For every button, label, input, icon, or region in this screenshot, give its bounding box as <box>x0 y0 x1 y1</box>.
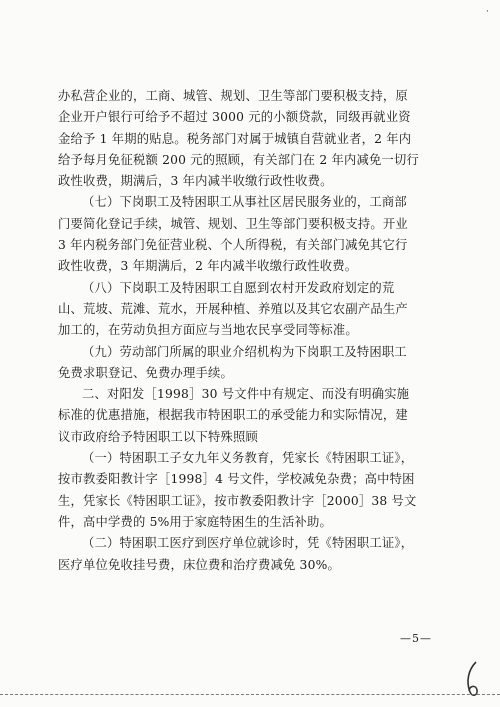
text-line: 政性收费，期满后，3 年内减半收缴行政性收费。 <box>58 174 333 189</box>
text-line: 山、荒坡、荒滩、荒水，开展种植、养殖以及其它农副产品生产 <box>58 301 408 316</box>
text-line: 生，凭家长《特困职工证》，按市教委阳教计字［2000］38 号文 <box>58 493 417 508</box>
text-line: 加工的，在劳动负担方面应与当地农民享受同等标准。 <box>58 323 358 338</box>
text-line: 二、对阳发［1998］30 号文件中有规定、而没有明确实施 <box>82 387 410 402</box>
text-line: 议市政府给予特困职工以下特殊照顾 <box>58 429 258 444</box>
bottom-scan-edge <box>0 694 500 696</box>
text-line: 3 年内税务部门免征营业税、个人所得税，有关部门减免其它行 <box>58 238 408 253</box>
text-line: 政性收费，3 年期满后，2 年内减半收缴行政性收费。 <box>58 259 358 274</box>
text-line: （二）特困职工医疗到医疗单位就诊时，凭《特困职工证》， <box>82 536 414 551</box>
text-line: 给予每月免征税额 200 元的照顾，有关部门在 2 年内减免一切行 <box>58 152 419 167</box>
text-line: 医疗单位免收挂号费，床位费和治疗费减免 30%。 <box>58 557 340 572</box>
text-line: 件，高中学费的 5%用于家庭特困生的生活补助。 <box>58 514 332 529</box>
document-body-text <box>58 86 443 576</box>
text-line: 办私营企业的，工商、城管、规划、卫生等部门要积极支持，原 <box>58 89 408 103</box>
page-number: —5— <box>400 632 432 645</box>
text-line: （八）下岗职工及特困职工自愿到农村开发政府划定的荒 <box>82 280 395 295</box>
text-line: 按市教委阳教计字［1998］4 号文件，学校减免杂费；高中特困 <box>58 472 415 487</box>
text-line: （一）特困职工子女九年义务教育，凭家长《特困职工证》， <box>82 451 414 466</box>
text-line: 标准的优惠措施，根据我市特困职工的承受能力和实际情况，建 <box>58 408 408 423</box>
text-line: （九）劳动部门所属的职业介绍机构为下岗职工及特困职工 <box>82 344 407 359</box>
text-line: 免费求职登记、免费办理手续。 <box>58 365 233 380</box>
text-line: （七）下岗职工及特困职工从事社区居民服务业的，工商部 <box>82 195 407 210</box>
text-line: 门要简化登记手续，城管、规划、卫生等部门要积极支持。开业 <box>58 216 408 231</box>
text-line: 企业开户银行可给予不超过 3000 元的小额贷款，同级再就业资 <box>58 110 411 125</box>
text-line: 金给予 1 年期的贴息。税务部门对属于城镇自营就业者，2 年内 <box>58 131 412 146</box>
top-corner-mark: · <box>486 7 489 17</box>
